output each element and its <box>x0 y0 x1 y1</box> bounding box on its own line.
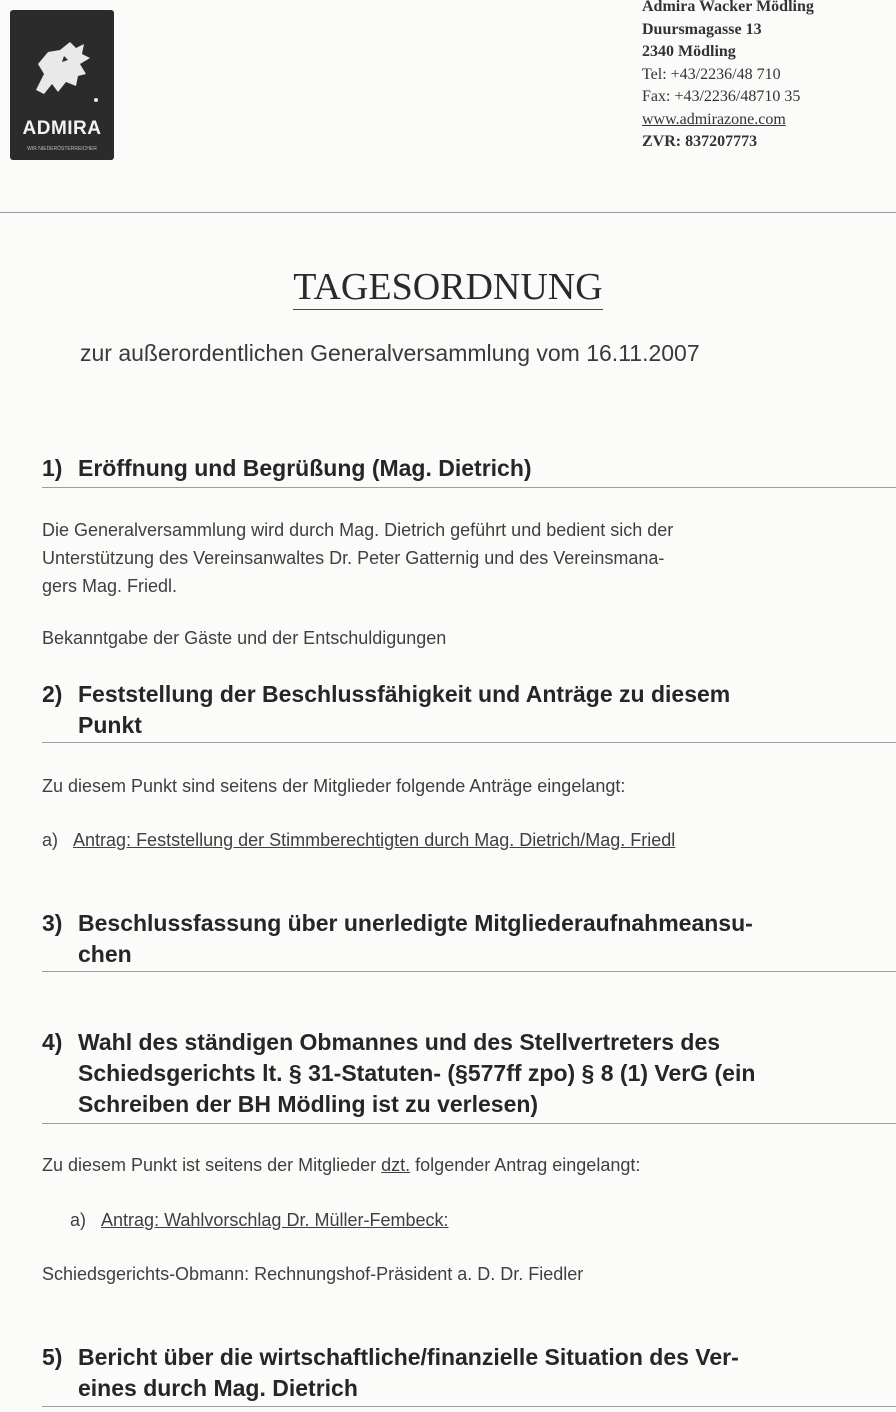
logo-tagline: WIR NIEDERÖSTERREICHER <box>27 146 97 152</box>
header-divider <box>0 212 896 213</box>
section-5-heading <box>42 1342 892 1404</box>
section-1-text-line: Unterstützung des Vereinsanwaltes Dr. Peter Gatternig und des Vereinsmana- <box>42 548 665 568</box>
club-name: Admira Wacker Mödling <box>642 0 814 15</box>
section-4-text-part: folgender Antrag eingelangt: <box>410 1155 641 1175</box>
section-4-rule <box>42 1123 896 1124</box>
section-3-heading <box>42 908 892 970</box>
logo-brand: ADMIRA <box>22 118 102 139</box>
section-3-title-line: chen <box>78 941 132 967</box>
phone: Tel: +43/2236/48 710 <box>642 65 781 83</box>
section-1-text-line: gers Mag. Friedl. <box>42 576 178 596</box>
section-1-text-line: Die Generalversammlung wird durch Mag. Dietrich geführt und bedient sich der <box>42 520 674 540</box>
street: Duursmagasse 13 <box>642 20 762 38</box>
section-4-text-dzt: dzt. <box>381 1155 411 1175</box>
section-5-title-line: Bericht über die wirtschaftliche/finanzielle Situation des Ver- <box>78 1344 739 1370</box>
section-1-number: 1) <box>42 455 63 481</box>
website-link[interactable]: www.admirazone.com <box>642 110 786 128</box>
section-2-title-line: Feststellung der Beschlussfähigkeit und Anträge zu diesem <box>78 681 731 707</box>
section-3-title-line: Beschlussfassung über unerledigte Mitgliederaufnahmeansu- <box>78 910 753 936</box>
zvr-number: ZVR: 837207773 <box>642 133 758 150</box>
section-4-item <box>70 1206 896 1234</box>
section-4-title-line: Wahl des ständigen Obmannes und des Stellvertreters des <box>78 1029 721 1055</box>
section-3-rule <box>42 971 896 972</box>
section-2-title-line: Punkt <box>78 712 142 738</box>
section-4-text-part: Zu diesem Punkt ist seitens der Mitglieder <box>42 1155 382 1175</box>
section-3-number: 3) <box>42 910 63 936</box>
section-4-title-line: Schreiben der BH Mödling ist zu verlesen) <box>78 1091 539 1117</box>
club-address <box>642 0 814 154</box>
fax: Fax: +43/2236/48710 35 <box>642 88 801 105</box>
section-1-rule <box>42 487 896 488</box>
section-2-text: Zu diesem Punkt sind seitens der Mitglieder folgende Anträge eingelangt: <box>42 776 626 796</box>
section-1-guests: Bekanntgabe der Gäste und der Entschuldigungen <box>42 628 447 648</box>
section-4-nominee: Schiedsgerichts-Obmann: Rechnungshof-Präsident a. D. Dr. Fiedler <box>42 1264 584 1284</box>
section-2-heading <box>42 679 892 741</box>
section-1-title: Eröffnung und Begrüßung (Mag. Dietrich) <box>78 455 532 481</box>
section-4-title-line: Schiedsgerichts lt. § 31-Statuten- (§577ff zpo) § 8 (1) VerG (ein <box>78 1060 756 1086</box>
section-2-item <box>42 826 882 854</box>
item-label: a) <box>70 1210 87 1230</box>
document-title <box>0 265 896 309</box>
motion-link: Antrag: Wahlvorschlag Dr. Müller-Fembeck: <box>101 1210 449 1230</box>
section-4-text <box>42 1151 882 1179</box>
section-1-text <box>42 516 882 600</box>
document-title-text: TAGESORDNUNG <box>293 266 603 308</box>
item-label: a) <box>42 830 59 850</box>
section-5-rule <box>42 1406 896 1407</box>
city: 2340 Mödling <box>642 43 736 60</box>
motion-link: Antrag: Feststellung der Stimmberechtigten durch Mag. Dietrich/Mag. Friedl <box>73 830 676 850</box>
document-subtitle: zur außerordentlichen Generalversammlung vom 16.11.2007 <box>80 340 700 366</box>
section-4-number: 4) <box>42 1029 63 1055</box>
section-5-number: 5) <box>42 1344 63 1370</box>
section-2-rule <box>42 742 896 743</box>
lion-crest-icon <box>18 30 106 110</box>
section-2-number: 2) <box>42 681 63 707</box>
admira-logo <box>10 10 114 160</box>
section-5-title-line: eines durch Mag. Dietrich <box>78 1375 358 1401</box>
section-4-heading <box>42 1027 892 1120</box>
section-1-heading <box>42 453 892 484</box>
